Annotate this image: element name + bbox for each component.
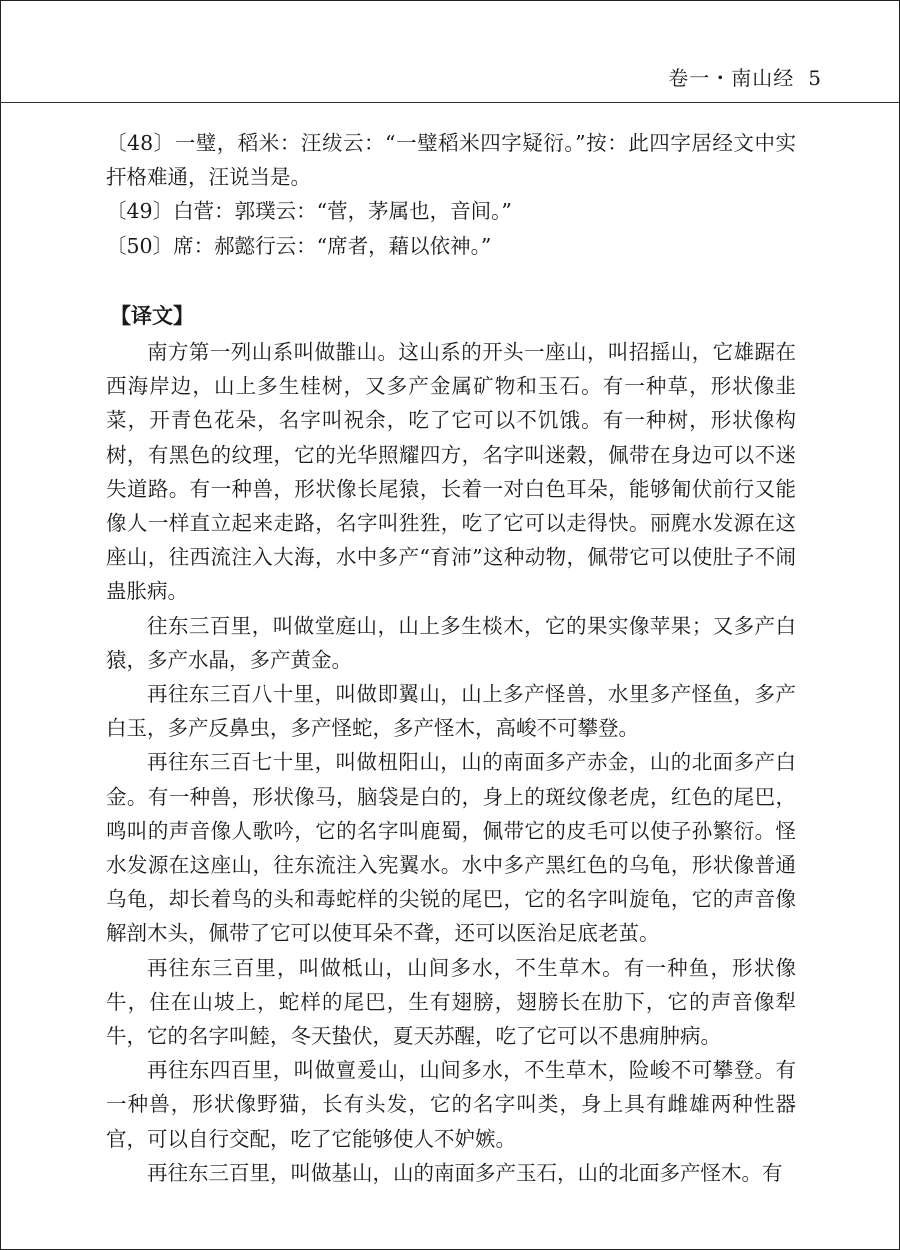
footnote-50: 〔50〕席：郝懿行云：“席者，藉以依神。” (106, 233, 492, 258)
header-rule (0, 102, 900, 103)
running-title: 卷一・南山经 (668, 66, 795, 90)
paragraph: 再往东三百七十里，叫做杻阳山，山的南面多产赤金，山的北面多产白金。有一种兽，形状像马，脑袋是白的，身上的斑纹像老虎，红色的尾巴，鸣叫的声音像人歌吟，它的名字叫鹿蜀，佩带它的皮毛可以使子孙繁衍。怪水发源在这座山，往东流注入宪翼水。水中多产黑红色的乌龟，形状像普通乌龟，却长着鸟的头和毒蛇样的尖锐的尾巴，它的名字叫旋龟，它的声音像解剖木头，佩带了它可以使耳朵不聋，还可以医治足底老茧。 (106, 750, 796, 946)
page-number: 5 (808, 66, 822, 90)
paragraph: 再往东三百里，叫做柢山，山间多水，不生草木。有一种鱼，形状像牛，住在山坡上，蛇样的尾巴，生有翅膀，翅膀长在肋下，它的声音像犁牛，它的名字叫鯥，冬天蛰伏，夏天苏醒，吃了它可以不患痈肿病。 (106, 955, 796, 1049)
paragraph: 往东三百里，叫做堂庭山，山上多生棪木，它的果实像苹果；又多产白猿，多产水晶，多产黄金。 (106, 613, 796, 672)
paragraph: 再往东四百里，叫做亶爰山，山间多水，不生草木，险峻不可攀登。有一种兽，形状像野猫，长有头发，它的名字叫类，身上具有雌雄两种性器官，可以自行交配，吃了它能够使人不妒嫉。 (106, 1058, 796, 1151)
footnote-48: 〔48〕一璧，稻米：汪绂云：“一璧稻米四字疑衍。”按：此四字居经文中实扞格难通，汪说当是。 (106, 131, 796, 190)
paragraph: 再往东三百八十里，叫做即翼山，山上多产怪兽，水里多产怪鱼，多产白玉，多产反鼻虫，多产怪蛇，多产怪木，高峻不可攀登。 (106, 682, 796, 741)
paragraph: 南方第一列山系叫做䧿山。这山系的开头一座山，叫招摇山，它雄踞在西海岸边，山上多生桂树，又多产金属矿物和玉石。有一种草，形状像韭菜，开青色花朵，名字叫祝余，吃了它可以不饥饿。有一种树，形状像构树，有黑色的纹理，它的光华照耀四方，名字叫迷穀，佩带在身边可以不迷失道路。有一种兽，形状像长尾猿，长着一对白色耳朵，能够匍伏前行又能像人一样直立起来走路，名字叫狌狌，吃了它可以走得快。丽麂水发源在这座山，往西流注入大海，水中多产“育沛”这种动物，佩带它可以使肚子不闹蛊胀病。 (106, 340, 796, 604)
section-heading: 【译文】 (110, 303, 194, 328)
running-header (668, 62, 822, 91)
paragraph: 再往东三百里，叫做基山，山的南面多产玉石，山的北面多产怪木。有 (147, 1160, 783, 1185)
page-body (106, 126, 796, 1190)
footnote-49: 〔49〕白菅：郭璞云：“菅，茅属也，音间。” (106, 199, 512, 224)
